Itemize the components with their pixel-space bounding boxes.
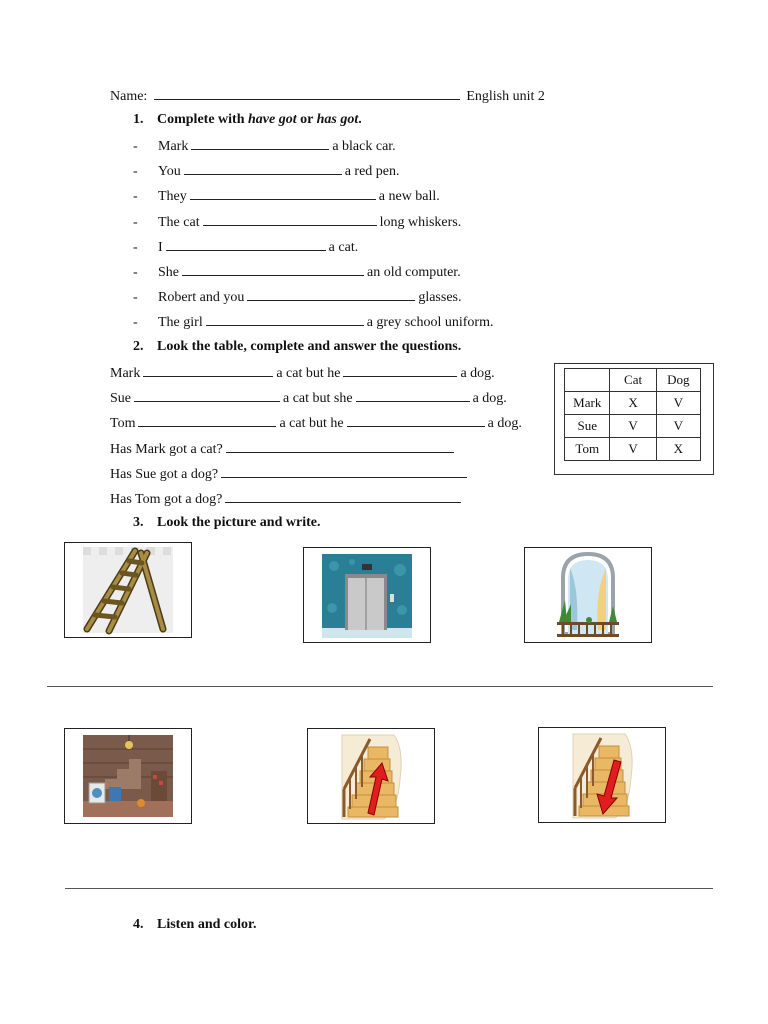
item-dash: - bbox=[133, 240, 138, 255]
section1-heading bbox=[133, 111, 362, 129]
table-cell: Mark bbox=[565, 392, 610, 415]
exercise2-question bbox=[110, 464, 470, 484]
table-cell: V bbox=[656, 392, 700, 415]
item-dash: - bbox=[133, 189, 138, 204]
section2-number: 2. bbox=[133, 339, 144, 354]
pets-table-frame bbox=[554, 363, 714, 475]
table-cell: X bbox=[656, 438, 700, 461]
item-subject: They bbox=[158, 189, 187, 204]
table-cell: V bbox=[610, 415, 656, 438]
table-row bbox=[565, 438, 701, 461]
item-rest: a cat. bbox=[328, 240, 359, 255]
answer-blank[interactable] bbox=[138, 413, 276, 427]
exercise2-question bbox=[110, 489, 464, 509]
answer-blank[interactable] bbox=[221, 464, 467, 478]
item-dash: - bbox=[133, 215, 138, 230]
question-text: Has Tom got a dog? bbox=[110, 492, 223, 507]
item-rest: a red pen. bbox=[344, 164, 400, 179]
item-subject: The cat bbox=[158, 215, 200, 230]
exercise1-item bbox=[133, 136, 396, 156]
exercise1-item bbox=[133, 161, 400, 181]
section4-heading-text: Listen and color. bbox=[157, 917, 257, 932]
section4-heading bbox=[133, 916, 256, 934]
section1-heading-or: or bbox=[296, 112, 317, 127]
item-subject: I bbox=[158, 240, 163, 255]
section1-number: 1. bbox=[133, 112, 144, 127]
answer-blank[interactable] bbox=[191, 136, 329, 150]
item-rest: a grey school uniform. bbox=[366, 315, 494, 330]
item-subject: Mark bbox=[158, 139, 189, 154]
ladder-picture bbox=[64, 542, 192, 638]
row-name: Sue bbox=[110, 391, 131, 406]
section1-heading-prefix: Complete with bbox=[157, 112, 248, 127]
answer-blank[interactable] bbox=[134, 388, 280, 402]
answer-blank[interactable] bbox=[347, 413, 485, 427]
table-cell: V bbox=[656, 415, 700, 438]
row-mid: a cat but he bbox=[276, 366, 341, 381]
name-blank[interactable] bbox=[154, 86, 460, 100]
table-header-row bbox=[565, 369, 701, 392]
table-cell: Tom bbox=[565, 438, 610, 461]
exercise1-item bbox=[133, 262, 461, 282]
item-dash: - bbox=[133, 265, 138, 280]
elevator-picture bbox=[303, 547, 431, 643]
item-dash: - bbox=[133, 164, 138, 179]
row-name: Tom bbox=[110, 416, 136, 431]
row-end: a dog. bbox=[487, 416, 522, 431]
answer-blank[interactable] bbox=[343, 363, 457, 377]
downstairs-icon bbox=[539, 728, 665, 822]
exercise2-row bbox=[110, 388, 507, 408]
table-header-cell: Cat bbox=[610, 369, 656, 392]
answer-blank[interactable] bbox=[206, 312, 364, 326]
answer-line bbox=[47, 686, 713, 687]
item-dash: - bbox=[133, 290, 138, 305]
answer-blank[interactable] bbox=[166, 237, 326, 251]
section2-heading bbox=[133, 338, 461, 356]
answer-blank[interactable] bbox=[182, 262, 364, 276]
exercise1-item bbox=[133, 237, 358, 257]
item-rest: an old computer. bbox=[367, 265, 461, 280]
upstairs-icon bbox=[308, 729, 434, 823]
section4-number: 4. bbox=[133, 917, 144, 932]
section3-number: 3. bbox=[133, 515, 144, 530]
exercise1-item bbox=[133, 212, 461, 232]
ladder-icon bbox=[65, 543, 191, 637]
upstairs-picture bbox=[307, 728, 435, 824]
has-got-term: has got bbox=[316, 112, 359, 127]
row-end: a dog. bbox=[460, 366, 495, 381]
row-name: Mark bbox=[110, 366, 141, 381]
balcony-picture bbox=[524, 547, 652, 643]
question-text: Has Sue got a dog? bbox=[110, 467, 219, 482]
item-dash: - bbox=[133, 315, 138, 330]
row-mid: a cat but he bbox=[279, 416, 344, 431]
answer-blank[interactable] bbox=[143, 363, 273, 377]
answer-blank[interactable] bbox=[356, 388, 470, 402]
exercise1-item bbox=[133, 186, 440, 206]
table-cell: Sue bbox=[565, 415, 610, 438]
answer-blank[interactable] bbox=[190, 186, 376, 200]
name-line bbox=[110, 86, 545, 106]
balcony-icon bbox=[525, 548, 651, 642]
exercise2-row bbox=[110, 363, 495, 383]
answer-blank[interactable] bbox=[226, 439, 454, 453]
row-end: a dog. bbox=[472, 391, 507, 406]
item-rest: a new ball. bbox=[378, 189, 440, 204]
answer-blank[interactable] bbox=[184, 161, 342, 175]
section3-heading bbox=[133, 514, 320, 532]
question-text: Has Mark got a cat? bbox=[110, 442, 223, 457]
exercise1-item bbox=[133, 287, 462, 307]
table-cell: V bbox=[610, 438, 656, 461]
item-subject: She bbox=[158, 265, 179, 280]
elevator-icon bbox=[304, 548, 430, 642]
table-row bbox=[565, 415, 701, 438]
answer-blank[interactable] bbox=[203, 212, 377, 226]
item-subject: The girl bbox=[158, 315, 203, 330]
item-subject: Robert and you bbox=[158, 290, 245, 305]
row-mid: a cat but she bbox=[283, 391, 353, 406]
exercise2-question bbox=[110, 439, 457, 459]
table-cell: X bbox=[610, 392, 656, 415]
table-header-cell bbox=[565, 369, 610, 392]
pets-table bbox=[564, 368, 701, 461]
exercise2-row bbox=[110, 413, 522, 433]
answer-blank[interactable] bbox=[225, 489, 461, 503]
table-header-cell: Dog bbox=[656, 369, 700, 392]
basement-picture bbox=[64, 728, 192, 824]
item-dash: - bbox=[133, 139, 138, 154]
have-got-term: have got bbox=[248, 112, 297, 127]
exercise1-item bbox=[133, 312, 493, 332]
answer-line bbox=[65, 888, 713, 889]
item-rest: glasses. bbox=[418, 290, 462, 305]
section1-heading-suffix: . bbox=[358, 112, 362, 127]
answer-blank[interactable] bbox=[247, 287, 415, 301]
table-row bbox=[565, 392, 701, 415]
section2-heading-text: Look the table, complete and answer the questions. bbox=[157, 339, 462, 354]
basement-icon bbox=[65, 729, 191, 823]
item-rest: long whiskers. bbox=[379, 215, 462, 230]
section3-heading-text: Look the picture and write. bbox=[157, 515, 321, 530]
worksheet-title: English unit 2 bbox=[466, 89, 545, 104]
item-rest: a black car. bbox=[332, 139, 396, 154]
downstairs-picture bbox=[538, 727, 666, 823]
item-subject: You bbox=[158, 164, 181, 179]
name-label: Name: bbox=[110, 89, 148, 104]
